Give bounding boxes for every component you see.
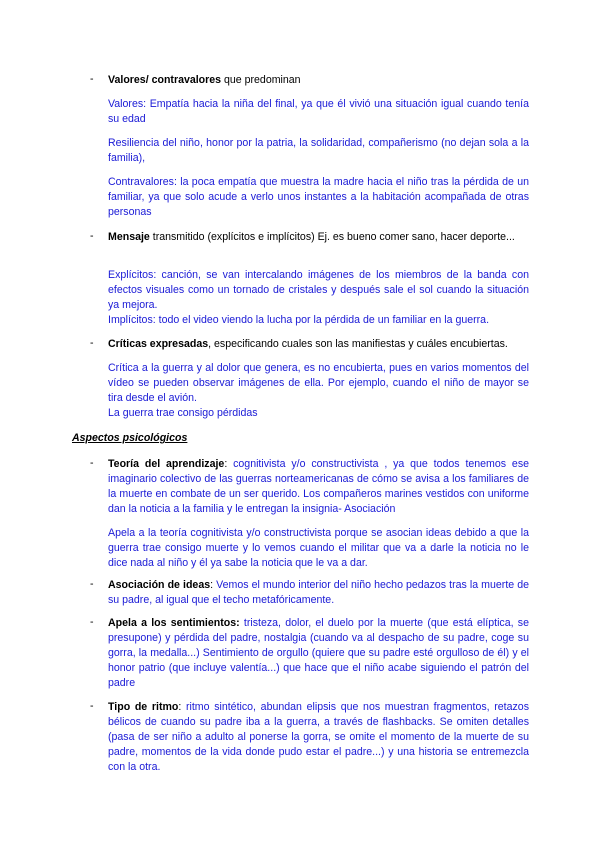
bullet-text <box>108 73 529 88</box>
paragraph-valores: Valores: Empatía hacia la niña del final, ya que él vivió una situación igual cuando tenía su edad <box>108 98 529 125</box>
bullet-text <box>108 337 529 352</box>
plain-text: : <box>178 701 186 713</box>
paragraph-perdidas: La guerra trae consigo pérdidas <box>108 407 258 419</box>
blue-text: tristeza, dolor, el duelo por la muerte (que está elíptica, se presupone) y pérdida del padre, nostalgia (cuando va al despacho de su padre, coge su gorra, la medalla...) Sentimiento de orgullo (quiere que su padre esté orgulloso de él) y el honor patrio (que incluye valentía...) que hace que el niño acabe siguiendo el patrón del padre <box>108 617 529 689</box>
bullet-text <box>108 700 529 775</box>
paragraph-contravalores: Contravalores: la poca empatía que muestra la madre hacia el niño tras la pérdida de un familiar, ya que solo acude a verlo unos instantes a la habitación acompañada de otras personas <box>108 176 529 218</box>
bullet-text <box>108 616 529 691</box>
paragraph-implicitos: Implícitos: todo el video viendo la lucha por la pérdida de un familiar en la guerra. <box>108 314 490 326</box>
bullet-text <box>108 457 529 517</box>
paragraph-explicitos: Explícitos: canción, se van intercalando imágenes de los miembros de la banda con efectos visuales como un tornado de cristales y después sale el sol cuando la situación ya mejora. <box>108 269 529 311</box>
bold-term: Valores/ contravalores <box>108 74 222 86</box>
dash-marker: - <box>90 700 94 712</box>
bold-term: Críticas expresadas <box>108 338 209 350</box>
dash-marker: - <box>90 578 94 590</box>
paragraph-critica: Crítica a la guerra y al dolor que genera, es no encubierta, pues en varios momentos del vídeo se pueden observar imágenes de ella. Por ejemplo, cuando el niño de mayor se tira desde el avión. <box>108 362 529 404</box>
dash-marker: - <box>90 457 94 469</box>
dash-marker: - <box>90 616 94 628</box>
plain-text: que predominan <box>221 74 301 86</box>
bullet-text <box>108 578 529 608</box>
bullet-text <box>108 230 529 245</box>
plain-text: transmitido (explícitos e implícitos) Ej. es bueno comer sano, hacer deporte... <box>149 231 515 243</box>
dash-marker: - <box>90 230 94 242</box>
bold-term: Teoría del aprendizaje <box>108 458 225 470</box>
section-heading: Aspectos psicológicos <box>72 432 188 444</box>
blue-text: ritmo sintético, abundan elipsis que nos muestran fragmentos, retazos bélicos de cuando su padre iba a la guerra, a través de flashbacks. Se omiten detalles (pasa de ser niño a adulto al ponerse la gorra, se omite el momento de la muerte de su padre, momentos de la vida donde pudo estar el padre...) y una historia se entremezcla con la otra. <box>108 701 529 773</box>
dash-marker: - <box>90 73 94 85</box>
bold-term: Tipo de ritmo <box>108 701 179 713</box>
blue-text: cognitivista y/o constructivista , ya que todos tenemos ese imaginario colectivo de las guerras norteamericanas de cómo se avisa a los familiares de la muerte en combate de un ser querido. Los compañeros marines vestidos con uniforme dan la noticia a la familia y le entregan la insignia- Asociación <box>108 458 530 515</box>
bold-term: Asociación de ideas <box>108 579 211 591</box>
plain-text: : <box>224 458 234 470</box>
blue-text: Vemos el mundo interior del niño hecho pedazos tras la muerte de su padre, al igual que el techo metafóricamente. <box>108 579 529 606</box>
plain-text: , especificando cuales son las manifiestas y cuáles encubiertas. <box>208 338 508 350</box>
dash-marker: - <box>90 337 94 349</box>
paragraph-resiliencia: Resiliencia del niño, honor por la patria, la solidaridad, compañerismo (no dejan sola a la familia), <box>108 137 529 164</box>
bold-term: Apela a los sentimientos: <box>108 617 240 629</box>
bold-term: Mensaje <box>108 231 150 243</box>
plain-text: : <box>210 579 217 591</box>
paragraph-apela-teoria: Apela a la teoría cognitivista y/o constructivista porque se asocian ideas debido a que la guerra trae consigo muerte y lo vemos cuando el militar que va a darle la noticia no le dice nada al niño y él ya sabe la noticia que le va a dar. <box>108 527 529 569</box>
